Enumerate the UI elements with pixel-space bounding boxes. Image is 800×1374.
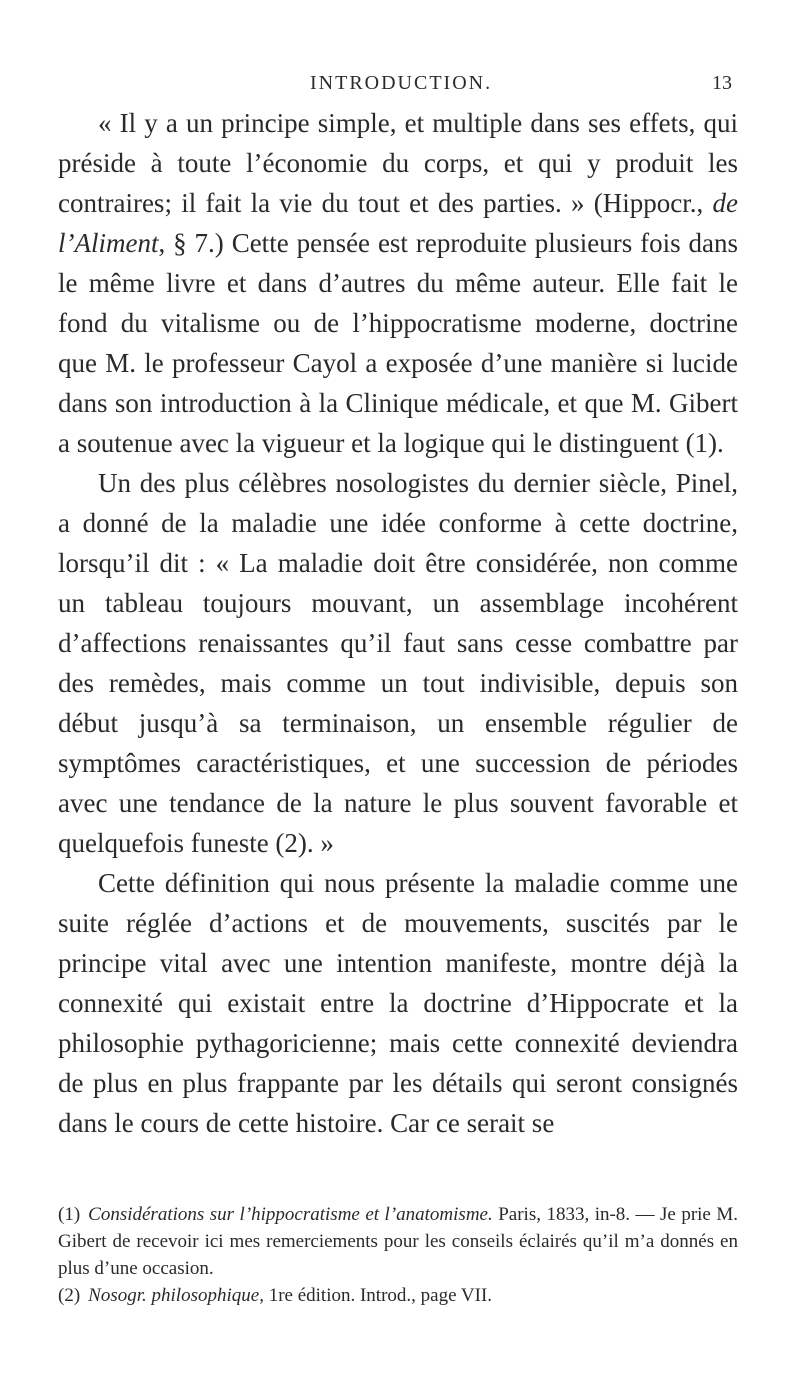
footnote-2 — [58, 1282, 738, 1309]
paragraph-1-part-b: , § 7.) Cette pensée est reproduite plusieurs fois dans le même livre et dans d’autres du même auteur. Elle fait le fond du vitalisme ou de l’hippocratisme moderne, doctrine que M. le professeur Cayol a exposée d’une manière si lucide dans son introduction à la Clinique médicale, et que M. Gibert a soutenue avec la vigueur et la logique qui le distinguent (1). — [58, 228, 738, 458]
footnote-1-number: (1) — [58, 1204, 81, 1225]
footnotes — [58, 1201, 738, 1309]
footnote-1-text: Paris, 1833, in-8. — Je prie M. Gibert de recevoir ici mes remerciements pour les conseils éclairés qu’il m’a donnés en plus d’une occasion. — [58, 1204, 738, 1279]
footnote-2-number: (2) — [58, 1285, 81, 1306]
body-text — [58, 103, 738, 1143]
footnote-2-title: Nosogr. philosophique — [88, 1285, 260, 1306]
footnote-2-text: , 1re édition. Introd., page VII. — [259, 1285, 493, 1306]
paragraph-1 — [58, 103, 738, 463]
paragraph-3: Cette définition qui nous présente la maladie comme une suite réglée d’actions et de mouvements, suscités par le principe vital avec une intention manifeste, montre déjà la connexité qui existait entre la doctrine d’Hippocrate et la philosophie pythagoricienne; mais cette connexité deviendra de plus en plus frappante par les détails qui seront consignés dans le cours de cette histoire. Car ce serait se — [58, 868, 738, 1138]
paragraph-1-part-a: « Il y a un principe simple, et multiple dans ses effets, qui préside à toute l’économie du corps, et qui y produit les contraires; il fait la vie du tout et des parties. » (Hippocr., — [58, 108, 738, 218]
page-header — [0, 72, 800, 102]
paragraph-1-italic-title: de l’Aliment — [58, 188, 738, 258]
page-number: 13 — [712, 72, 732, 94]
paragraph-2: Un des plus célèbres nosologistes du dernier siècle, Pinel, a donné de la maladie une idée conforme à cette doctrine, lorsqu’il dit : « La maladie doit être considérée, non comme un tableau toujours mouvant, un assemblage incohérent d’affections renaissantes qu’il faut sans cesse combattre par des remèdes, mais comme un tout indivisible, depuis son début jusqu’à sa terminaison, un ensemble régulier de symptômes caractéristiques, et une succession de périodes avec une tendance de la nature le plus souvent favorable et quelquefois funeste (2). » — [58, 468, 738, 858]
footnote-1 — [58, 1201, 738, 1282]
running-title: INTRODUCTION. — [310, 72, 493, 94]
footnote-1-title: Considérations sur l’hippocratisme et l’anatomisme. — [88, 1204, 493, 1225]
